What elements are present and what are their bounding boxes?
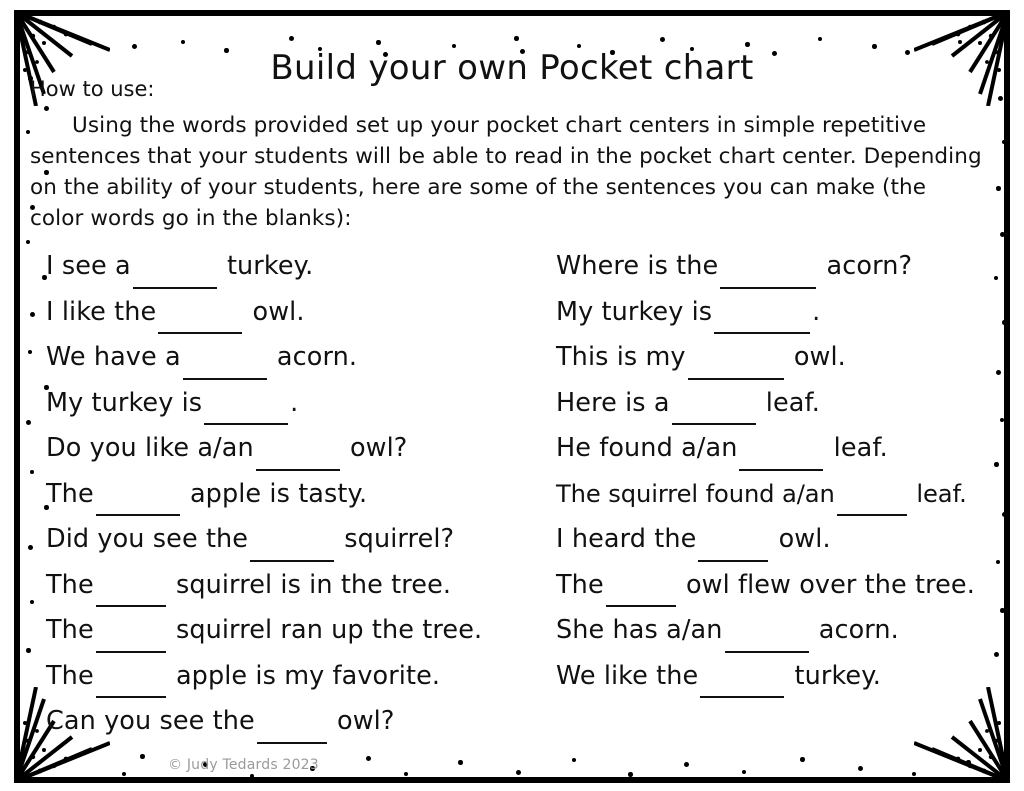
sentence-line — [46, 243, 546, 289]
sentence-line — [556, 380, 1016, 426]
sentence-column-left — [46, 243, 546, 744]
sentence-columns — [0, 243, 1024, 736]
copyright-footer: © Judy Tedards 2023 — [168, 757, 319, 773]
sentence-text-before: My turkey is — [46, 387, 203, 418]
fill-in-blank[interactable] — [606, 562, 676, 608]
sentence-text-after: owl. — [244, 296, 305, 327]
sentence-text-after: . — [812, 296, 821, 327]
fill-in-blank[interactable] — [250, 516, 334, 562]
sentence-line — [46, 471, 546, 517]
fill-in-blank[interactable] — [700, 653, 784, 699]
sentence-text-before: The — [46, 569, 94, 600]
fill-in-blank[interactable] — [96, 562, 166, 608]
sentence-text-after: owl? — [341, 433, 408, 463]
fill-in-blank[interactable] — [256, 425, 340, 471]
sentence-text-after: apple is tasty. — [181, 478, 368, 509]
sentence-line — [556, 653, 1016, 699]
fill-in-blank[interactable] — [158, 289, 242, 335]
sentence-text-before: The — [46, 478, 94, 509]
sentence-text-before: I like the — [46, 296, 157, 327]
sentence-text-before: Can you see the — [46, 706, 255, 736]
fill-in-blank[interactable] — [688, 334, 784, 380]
sentence-line — [556, 243, 1016, 289]
sentence-line — [556, 607, 1016, 653]
sentence-text-after: leaf. — [825, 433, 888, 463]
sentence-text-before: The — [556, 569, 604, 600]
sentence-text-before: Do you like a/an — [46, 433, 254, 463]
sentence-line — [46, 425, 546, 471]
sentence-text-before: The squirrel found a/an — [556, 479, 835, 508]
sentence-text-after: owl flew over the tree. — [677, 569, 975, 600]
fill-in-blank[interactable] — [183, 334, 267, 380]
fill-in-blank[interactable] — [96, 471, 180, 517]
sentence-line — [556, 516, 1016, 562]
sentence-text-before: I see a — [46, 251, 131, 281]
sentence-line — [46, 698, 546, 744]
sentence-text-before: This is my — [556, 342, 686, 372]
sentence-line — [46, 289, 546, 335]
sentence-text-before: Did you see the — [46, 524, 249, 554]
sentence-line — [46, 380, 546, 426]
sentence-text-after: acorn. — [810, 615, 899, 645]
fill-in-blank[interactable] — [714, 289, 810, 335]
sentence-text-after: acorn. — [268, 342, 358, 372]
sentence-text-after: turkey. — [786, 660, 881, 691]
sentence-text-after: turkey. — [218, 251, 314, 281]
sentence-text-before: She has a/an — [556, 615, 723, 645]
sentence-text-before: Here is a — [556, 387, 670, 418]
sentence-column-right — [556, 243, 1016, 698]
instructions-paragraph: Using the words provided set up your pocket chart centers in simple repetitive sentences that your students will be able to read in the pocket chart center. Depending on the ability of your students, here are some of the sentences you can make (the color words go in the blanks): — [30, 113, 982, 231]
sentence-text-after: leaf. — [908, 479, 967, 508]
sentence-text-after: owl. — [785, 342, 846, 372]
sentence-text-after: apple is my favorite. — [167, 660, 441, 691]
sentence-text-before: Where is the — [556, 251, 719, 281]
fill-in-blank[interactable] — [698, 516, 768, 562]
sentence-text-after: owl. — [770, 524, 831, 554]
sentence-text-before: My turkey is — [556, 296, 713, 327]
sentence-text-after: squirrel is in the tree. — [167, 569, 452, 600]
fill-in-blank[interactable] — [133, 243, 217, 289]
sentence-text-after: owl? — [328, 706, 395, 736]
sentence-text-before: The — [46, 615, 94, 645]
fill-in-blank[interactable] — [739, 425, 823, 471]
fill-in-blank[interactable] — [204, 380, 288, 426]
sentence-line — [46, 607, 546, 653]
sentence-text-before: We have a — [46, 342, 181, 372]
sentence-text-before: The — [46, 660, 94, 691]
sentence-line — [556, 425, 1016, 471]
fill-in-blank[interactable] — [672, 380, 756, 426]
sentence-text-before: I heard the — [556, 524, 697, 554]
sentence-text-after: . — [290, 387, 299, 418]
sentence-line — [46, 562, 546, 608]
sentence-line — [556, 471, 1016, 517]
fill-in-blank[interactable] — [720, 243, 816, 289]
sentence-line — [46, 334, 546, 380]
sentence-line — [556, 334, 1016, 380]
page-title: Build your own Pocket chart — [270, 48, 754, 88]
fill-in-blank[interactable] — [725, 607, 809, 653]
fill-in-blank[interactable] — [96, 653, 166, 699]
fill-in-blank[interactable] — [257, 698, 327, 744]
sentence-text-after: squirrel? — [336, 524, 455, 554]
fill-in-blank[interactable] — [837, 471, 907, 517]
fill-in-blank[interactable] — [96, 607, 166, 653]
sentence-line — [46, 653, 546, 699]
sentence-text-after: leaf. — [757, 387, 820, 418]
how-to-use-label: How to use: — [30, 77, 155, 101]
sentence-text-after: acorn? — [818, 251, 913, 281]
sentence-line — [556, 289, 1016, 335]
sentence-text-before: We like the — [556, 660, 699, 691]
sentence-text-before: He found a/an — [556, 433, 738, 463]
sentence-text-after: squirrel ran up the tree. — [167, 615, 483, 645]
sentence-line — [46, 516, 546, 562]
sentence-line — [556, 562, 1016, 608]
